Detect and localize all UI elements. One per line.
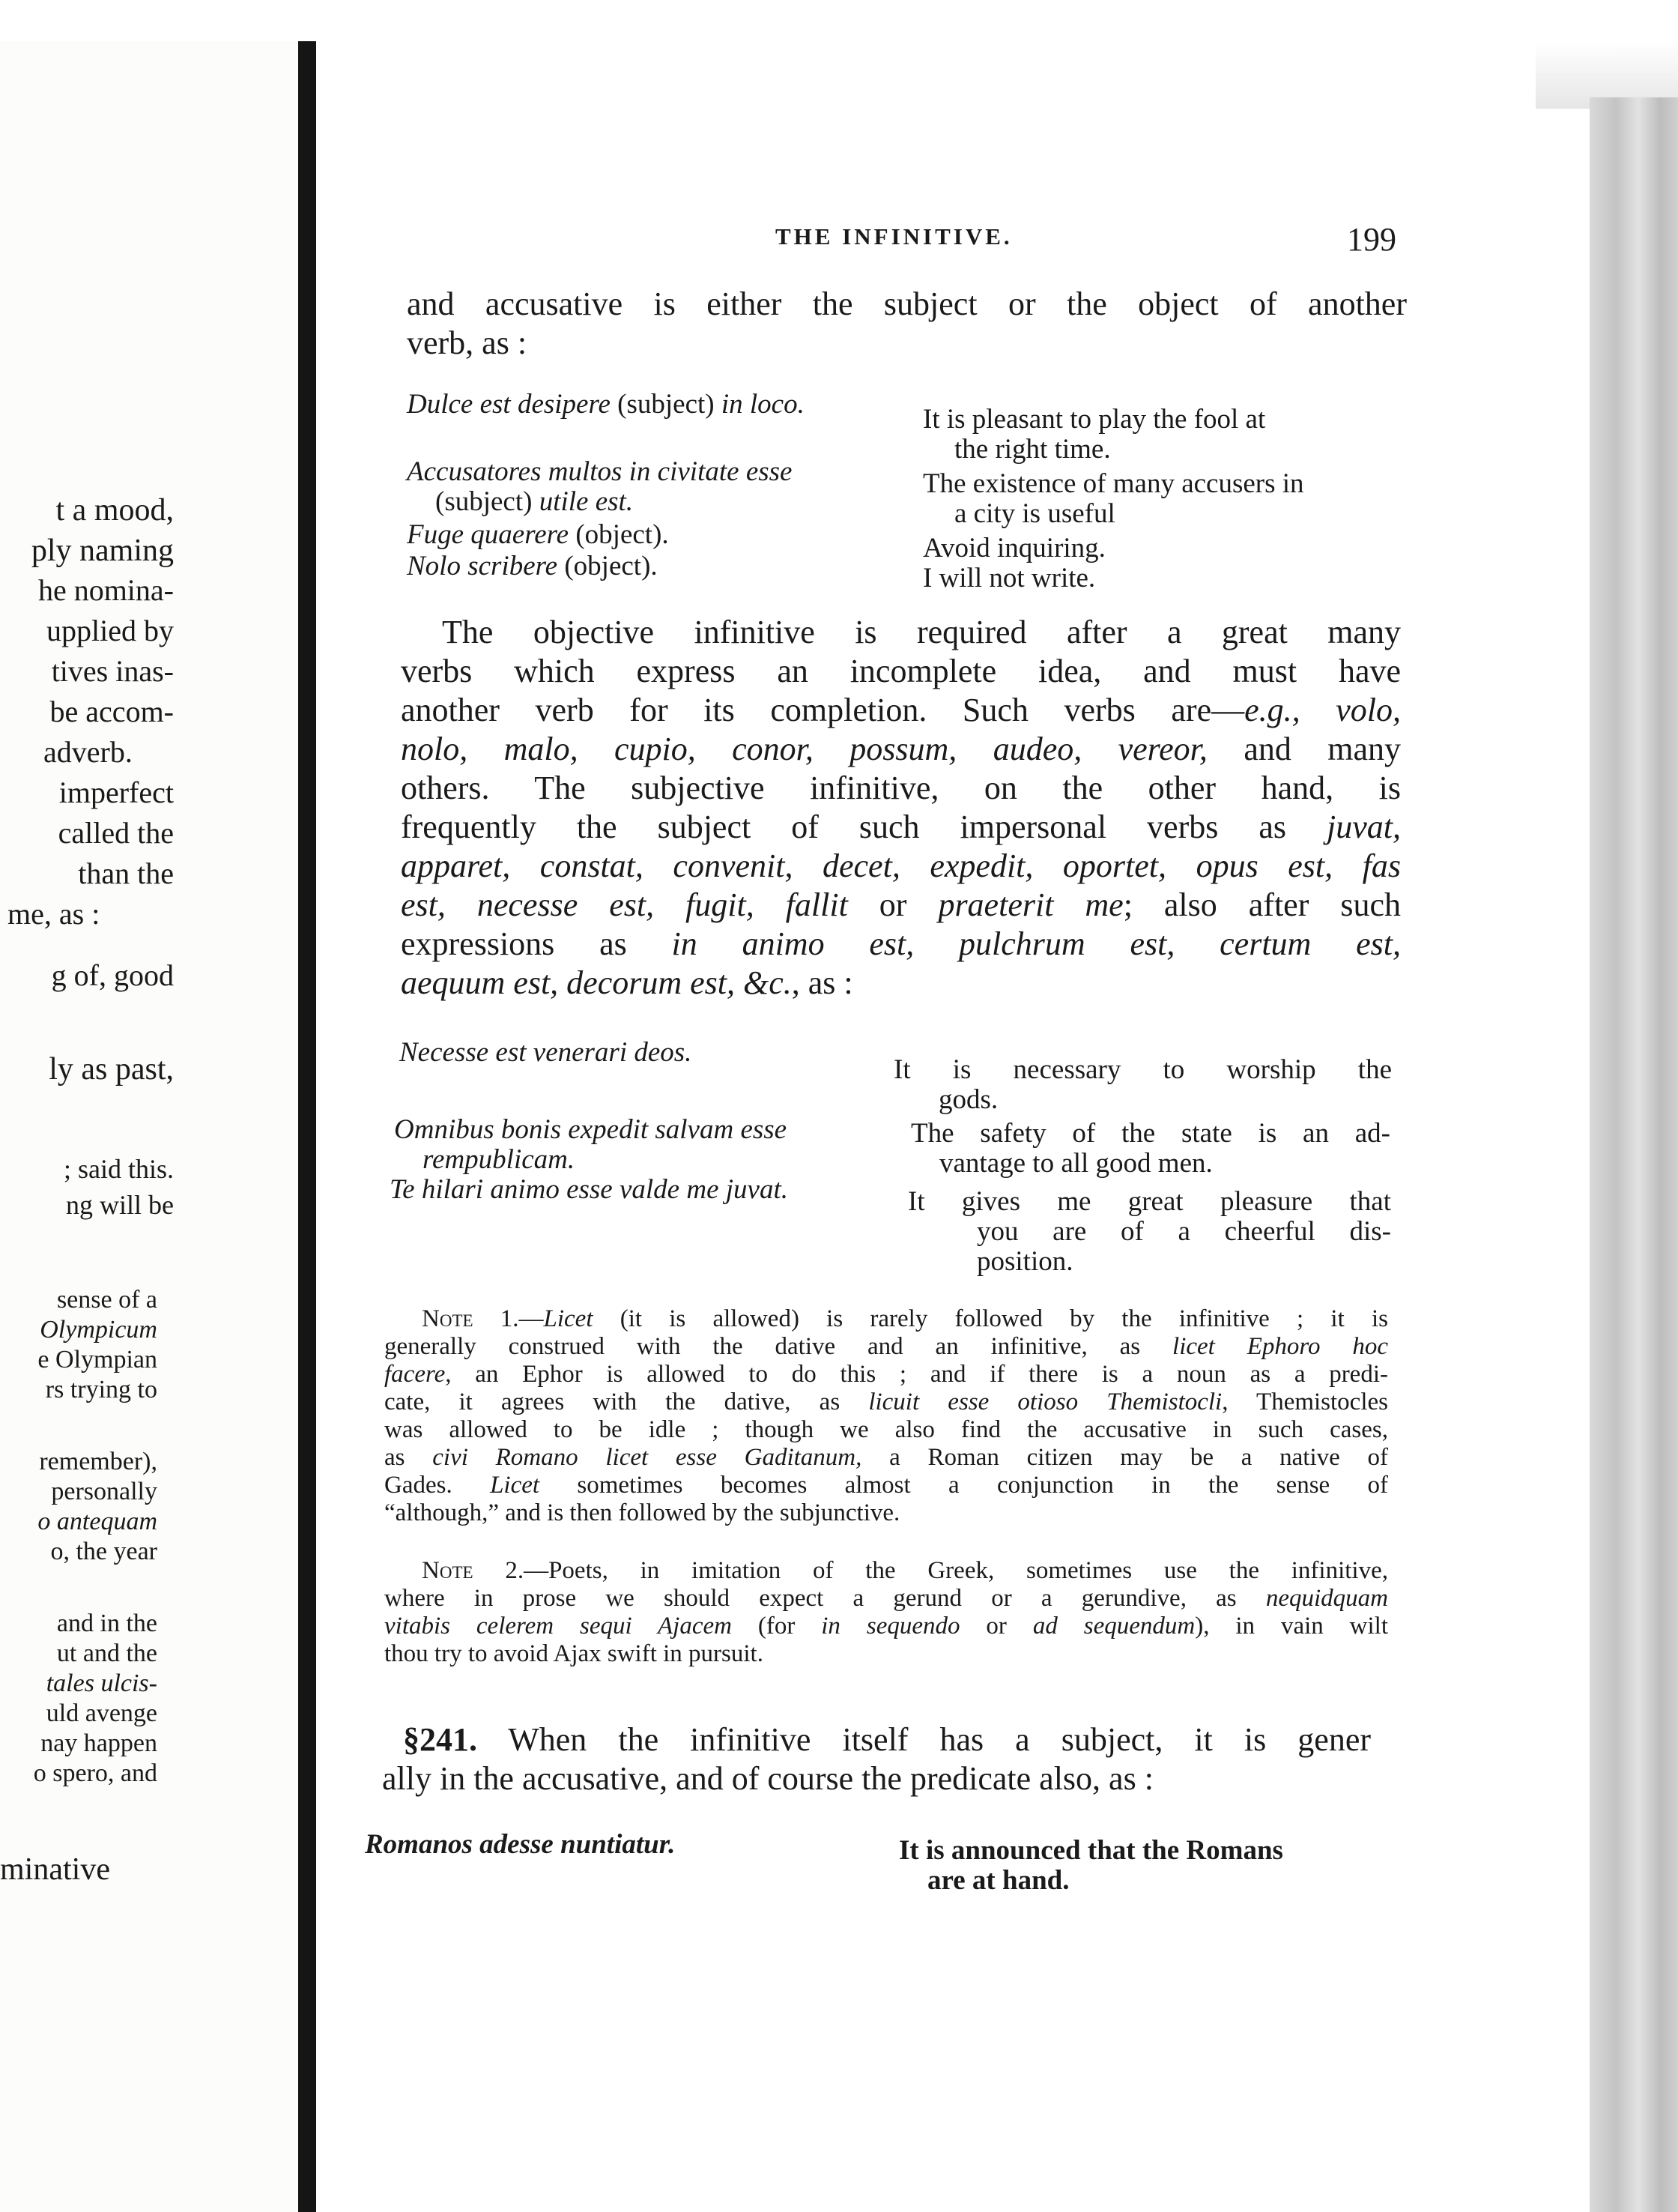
- text-line: Note 1.—Licet (it is allowed) is rarely followed by the infinitive ; it is: [422, 1305, 1388, 1332]
- left-line: uld avenge: [46, 1699, 157, 1727]
- left-line: ly as past,: [49, 1052, 174, 1087]
- english-translation: I will not write.: [923, 563, 1096, 593]
- section-number: §241.: [403, 1721, 477, 1758]
- latin-example: Te hilari animo esse valde me juvat.: [390, 1174, 788, 1205]
- text-line: Gades. Licet sometimes becomes almost a conjunction in the sense of: [384, 1472, 1389, 1499]
- text-line: verbs which express an incomplete idea, and must have: [401, 653, 1401, 689]
- running-header: THE INFINITIVE.: [775, 223, 1013, 250]
- text-line: where in prose we should expect a gerund or a gerundive, as nequidquam: [384, 1585, 1388, 1612]
- text-line: others. The subjective infinitive, on the other hand, is: [401, 770, 1401, 806]
- english-translation: The existence of many accusers in a city is useful: [923, 468, 1304, 529]
- english-translation: It gives me great pleasure that you are of a cheerful dis- position.: [908, 1186, 1391, 1277]
- latin-example: Omnibus bonis expedit salvam esse rempublicam.: [394, 1114, 787, 1175]
- left-line: than the: [78, 856, 174, 890]
- left-line: remember),: [39, 1448, 157, 1475]
- text-line: Note 2.—Poets, in imitation of the Greek, sometimes use the infinitive,: [422, 1557, 1388, 1584]
- text-line: as civi Romano licet esse Gaditanum, a Roman citizen may be a native of: [384, 1444, 1389, 1471]
- latin-example: Nolo scribere (object).: [407, 551, 658, 581]
- latin-example: Romanos adesse nuntiatur.: [365, 1829, 676, 1860]
- intro-paragraph: [407, 285, 1407, 363]
- left-line: nay happen: [40, 1729, 157, 1757]
- left-line: he nomina-: [37, 573, 174, 607]
- left-line: e Olympian: [37, 1346, 157, 1374]
- left-line: o spero, and: [33, 1759, 157, 1787]
- note-1: [384, 1305, 1388, 1527]
- english-translation: It is announced that the Romans are at hand.: [899, 1835, 1283, 1896]
- left-line: tives inas-: [51, 654, 174, 688]
- left-line: rs trying to: [45, 1376, 157, 1403]
- left-line: upplied by: [46, 614, 174, 647]
- note-label: Note 2.—: [422, 1557, 549, 1584]
- text-line: est, necesse est, fugit, fallit or praeterit me; also after such: [401, 886, 1401, 923]
- text-line: cate, it agrees with the dative, as licuit esse otioso Themistocli, Themistocles: [384, 1388, 1388, 1415]
- left-line: personally: [51, 1478, 157, 1505]
- text-line: nolo, malo, cupio, conor, possum, audeo, vereor, and many: [401, 731, 1401, 767]
- left-line: imperfect: [58, 776, 174, 809]
- main-paragraph: [401, 613, 1401, 1003]
- left-line: Olympicum: [40, 1316, 157, 1344]
- left-line: adverb.: [43, 735, 133, 769]
- text-line: expressions as in animo est, pulchrum est, certum est,: [401, 925, 1401, 962]
- latin-example: Dulce est desipere (subject) in loco.: [407, 389, 805, 420]
- text-line: The objective infinitive is required after a great many: [442, 614, 1401, 650]
- text-line: thou try to avoid Ajax swift in pursuit.: [384, 1640, 763, 1667]
- page-number: 199: [1347, 221, 1396, 258]
- book-gutter: [298, 41, 316, 2212]
- left-line: t a mood,: [55, 493, 174, 528]
- left-line: ply naming: [31, 534, 174, 568]
- english-translation: It is pleasant to play the fool at the right time.: [923, 404, 1266, 465]
- english-translation: The safety of the state is an ad- vantage to all good men.: [911, 1118, 1390, 1179]
- note-label: Note 1.—: [422, 1305, 544, 1332]
- text-line: vitabis celerem sequi Ajacem (for in sequendo or ad sequendum), in vain wilt: [384, 1613, 1389, 1640]
- left-line: tales ulcis-: [46, 1669, 157, 1697]
- left-line: ; said this.: [63, 1154, 174, 1184]
- text-line: generally construed with the dative and an infinitive, as licet Ephoro hoc: [384, 1333, 1388, 1360]
- page-edge-stack: [1590, 97, 1678, 2212]
- left-line: me, as :: [7, 897, 100, 931]
- text-line: apparet, constat, convenit, decet, expedit, oportet, opus est, fas: [401, 847, 1401, 884]
- latin-example: Necesse est venerari deos.: [399, 1037, 692, 1068]
- text-line: another verb for its completion. Such verbs are—e.g., volo,: [401, 692, 1401, 728]
- section-241: [382, 1720, 1371, 1798]
- text-line: §241. When the infinitive itself has a subject, it is gener: [403, 1721, 1371, 1758]
- text-line: ally in the accusative, and of course the predicate also, as :: [382, 1760, 1154, 1797]
- text-line: facere, an Ephor is allowed to do this ; and if there is a noun as a predi-: [384, 1361, 1388, 1388]
- english-translation: It is necessary to worship the gods.: [894, 1054, 1392, 1115]
- left-line: o, the year: [50, 1538, 157, 1565]
- note-2: [384, 1557, 1388, 1668]
- left-line: g of, good: [51, 958, 174, 992]
- left-line: and in the: [56, 1610, 157, 1637]
- latin-example: Fuge quaerere (object).: [407, 519, 669, 550]
- left-line: sense of a: [56, 1286, 157, 1314]
- left-line: called the: [58, 816, 174, 850]
- text-line: verb, as :: [407, 324, 527, 361]
- text-line: frequently the subject of such impersonal verbs as juvat,: [401, 809, 1401, 845]
- left-line: be accom-: [49, 695, 174, 728]
- left-line: o antequam: [37, 1508, 157, 1535]
- text-line: “although,” and is then followed by the subjunctive.: [384, 1499, 900, 1526]
- text-line: was allowed to be idle ; though we also find the accusative in such cases,: [384, 1416, 1388, 1443]
- left-line: minative: [0, 1852, 110, 1887]
- latin-example: Accusatores multos in civitate esse (subject) utile est.: [407, 456, 793, 517]
- left-line: ut and the: [56, 1640, 157, 1667]
- text-line: aequum est, decorum est, &c., as :: [401, 964, 853, 1001]
- left-line: ng will be: [66, 1190, 174, 1220]
- text-line: and accusative is either the subject or the object of another: [407, 285, 1407, 322]
- english-translation: Avoid inquiring.: [923, 533, 1106, 563]
